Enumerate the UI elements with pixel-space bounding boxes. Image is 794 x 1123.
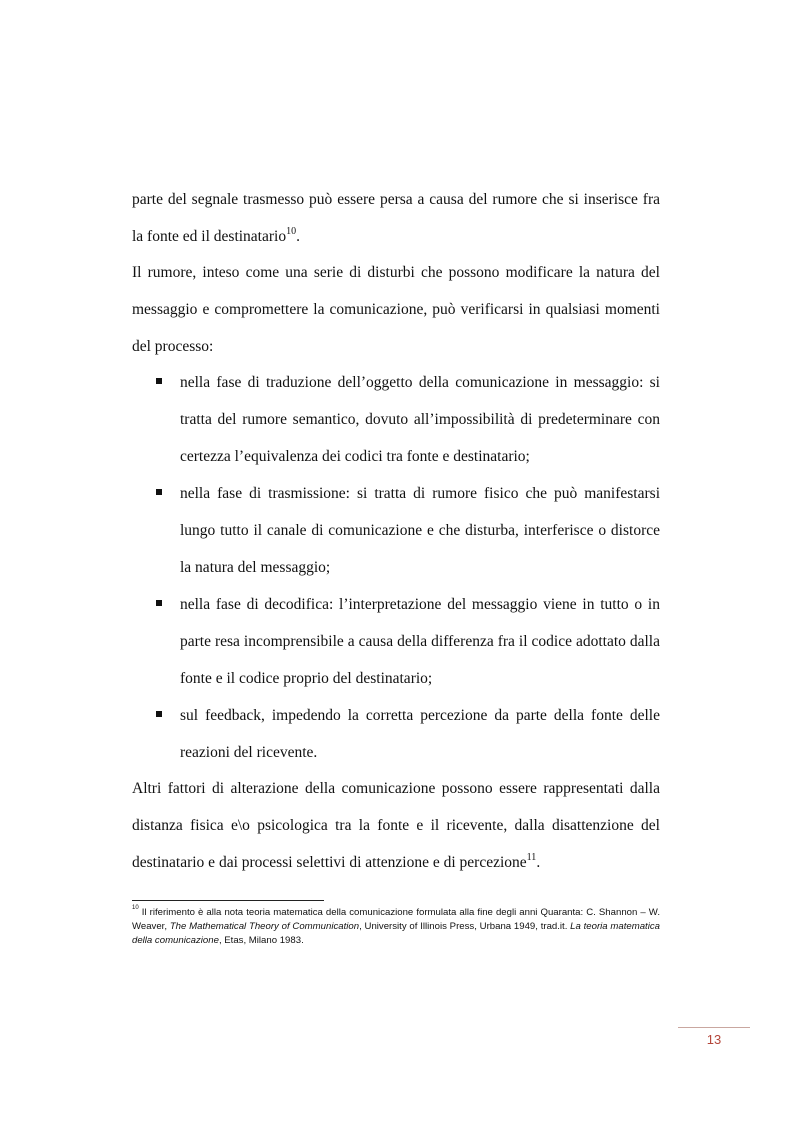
bullet-square-icon <box>156 489 162 495</box>
footnote-number: 10 <box>132 904 139 911</box>
footnote-title-italian: La teoria matematica della comunicazione <box>132 921 660 946</box>
footnote-text: , Etas, Milano 1983. <box>218 935 304 946</box>
footnote-text: Il riferimento è alla nota teoria matematica della comunicazione formulata alla fine degli anni Quaranta: C. Shannon – W. Weaver, <box>132 907 660 932</box>
bullet-square-icon <box>156 711 162 717</box>
list-item <box>132 697 660 771</box>
paragraph-2: Il rumore, inteso come una serie di disturbi che possono modificare la natura del messaggio e compromettere la comunicazione, può verificarsi in qualsiasi momenti del processo: <box>132 264 660 355</box>
list-item-text: sul feedback, impedendo la corretta percezione da parte della fonte delle reazioni del ricevente. <box>180 707 660 761</box>
footnote-ref-11[interactable]: 11 <box>526 851 537 863</box>
paragraph-1-text: parte del segnale trasmesso può essere persa a causa del rumore che si inserisce fra la fonte ed il destinatario <box>132 191 660 245</box>
list-item <box>132 364 660 475</box>
paragraph-3: Altri fattori di alterazione della comunicazione possono essere rappresentati dalla distanza fisica e\o psicologica tra la fonte e il ricevente, dalla disattenzione del destinatario e dai processi selettivi di attenzione e di percezione$^{11}$. <box>132 780 660 871</box>
list-item <box>132 475 660 586</box>
list-item-text: nella fase di trasmissione: si tratta di rumore fisico che può manifestarsi lungo tutto il canale di comunicazione e che disturba, interferisce o distorce la natura del messaggio; <box>180 485 660 576</box>
paragraph-3-text: Altri fattori di alterazione della comunicazione possono essere rappresentati dalla distanza fisica e\o psicologica tra la fonte e il ricevente, dalla disattenzione del destinatario e dai processi selettivi di attenzione e di percezione <box>132 780 660 871</box>
bullet-square-icon <box>156 378 162 384</box>
page-number-rule <box>678 1027 750 1028</box>
footnote-text: , University of Illinois Press, Urbana 1949, trad.it. <box>359 921 571 932</box>
footnote-divider <box>132 900 324 901</box>
list-item-text: nella fase di decodifica: l’interpretazione del messaggio viene in tutto o in parte resa incomprensibile a causa della differenza fra il codice adottato dalla fonte e il codice proprio del destinatario; <box>180 596 660 687</box>
noise-list <box>132 364 660 771</box>
list-item-text: nella fase di traduzione dell’oggetto della comunicazione in messaggio: si tratta del rumore semantico, dovuto all’impossibilità di predeterminare con certezza l’equivalenza dei codici tra fonte e destinatario; <box>180 374 660 465</box>
paragraph-1: parte del segnale trasmesso può essere persa a causa del rumore che si inserisce fra la fonte ed il destinatario$^{10}$. <box>132 191 660 245</box>
footnote-title-english: The Mathematical Theory of Communication <box>169 921 360 932</box>
footnote-ref-10[interactable]: 10 <box>286 225 297 237</box>
bullet-square-icon <box>156 600 162 606</box>
footnote-10 <box>132 906 660 948</box>
page-number: 13 <box>706 1032 722 1047</box>
list-item <box>132 586 660 697</box>
